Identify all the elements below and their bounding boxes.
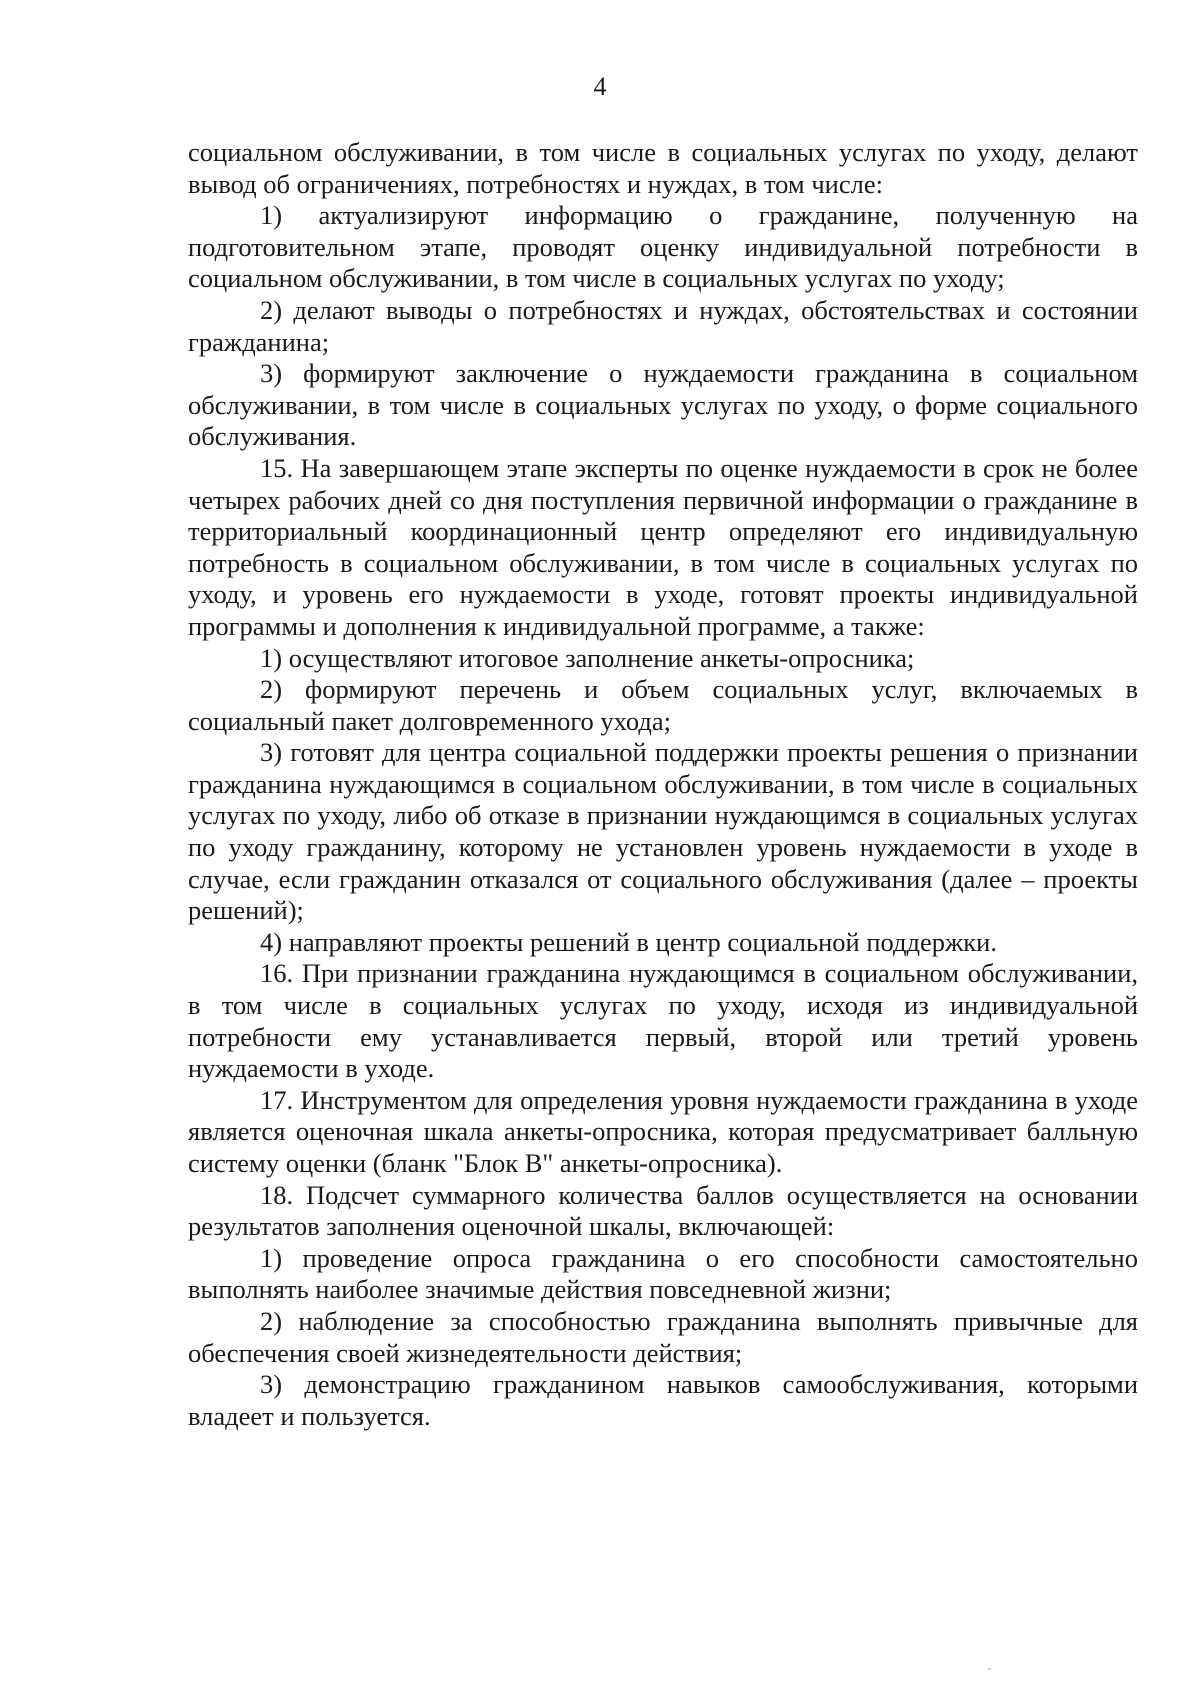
paragraph-list-item: 1) осуществляют итоговое заполнение анкеты-опросника;: [260, 642, 915, 673]
scan-speck: [988, 1668, 991, 1670]
paragraph-clause-15: 15. На завершающем этапе эксперты по оценке нуждаемости в срок не более четырех рабочих дней со дня поступления первичной информации о гражданине в территориальный координационный центр определяют его индивидуальную потребность в социальном обслуживании, в том числе в социальных услугах по уходу, и уровень его нуждаемости в уходе, готовят проекты индивидуальной программы и дополнения к индивидуальной программе, а также:: [188, 452, 1138, 641]
paragraph-list-item: 2) делают выводы о потребностях и нуждах, обстоятельствах и состоянии гражданина;: [188, 294, 1138, 357]
paragraph-list-item: 3) демонстрацию гражданином навыков самообслуживания, которыми владеет и пользуется.: [188, 1369, 1138, 1431]
paragraph-list-item: 4) направляют проекты решений в центр социальной поддержки.: [260, 926, 997, 957]
paragraph-list-item: 1) актуализируют информацию о гражданине, полученную на подготовительном этапе, проводят оценку индивидуальной потребности в социальном обслуживании, в том числе в социальных услугах по уходу;: [188, 200, 1138, 294]
paragraph-list-item: 2) наблюдение за способностью гражданина выполнять привычные для обеспечения своей жизнедеятельности действия;: [188, 1305, 1138, 1368]
paragraph-clause-16: 16. При признании гражданина нуждающимся в социальном обслуживании, в том числе в социальных услугах по уходу, исходя из индивидуальной потребности ему устанавливается первый, второй или третий уровень нуждаемости в уходе.: [188, 958, 1138, 1084]
body-text: [188, 137, 1138, 1432]
paragraph-list-item: 3) формируют заключение о нуждаемости гражданина в социальном обслуживании, в том числе в социальных услугах по уходу, о форме социального обслуживания.: [188, 358, 1138, 452]
paragraph-clause-18: 18. Подсчет суммарного количества баллов осуществляется на основании результатов заполнения оценочной шкалы, включающей:: [188, 1179, 1138, 1242]
paragraph-continuation: социальном обслуживании, в том числе в социальных услугах по уходу, делают вывод об ограничениях, потребностях и нуждах, в том числе:: [188, 137, 1138, 199]
paragraph-list-item: 1) проведение опроса гражданина о его способности самостоятельно выполнять наиболее значимые действия повседневной жизни;: [188, 1242, 1138, 1305]
page-number: 4: [593, 72, 607, 101]
paragraph-list-item: 3) готовят для центра социальной поддержки проекты решения о признании гражданина нуждающимся в социальном обслуживании, в том числе в социальных услугах по уходу, либо об отказе в признании нуждающимся в социальных услугах по уходу гражданину, которому не установлен уровень нуждаемости в уходе в случае, если гражданин отказался от социального обслуживания (далее – проекты решений);: [188, 737, 1138, 926]
paragraph-clause-17: 17. Инструментом для определения уровня нуждаемости гражданина в уходе является оценочная шкала анкеты-опросника, которая предусматривает балльную систему оценки (бланк "Блок В" анкеты-опросника).: [188, 1084, 1138, 1178]
paragraph-list-item: 2) формируют перечень и объем социальных услуг, включаемых в социальный пакет долговременного ухода;: [188, 674, 1138, 736]
